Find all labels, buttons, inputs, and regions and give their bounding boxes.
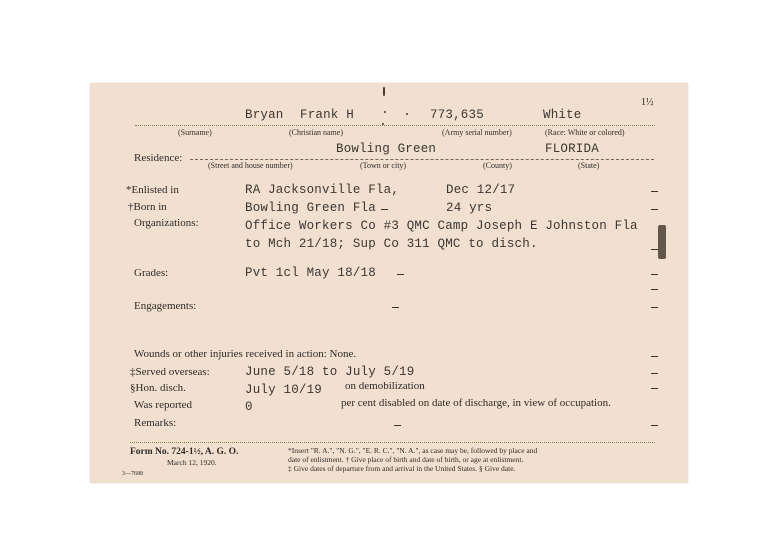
ink-smudge xyxy=(658,225,666,259)
field-end-dash xyxy=(651,274,658,275)
on-demobilization-text: on demobilization xyxy=(345,380,425,392)
born-in-value: Bowling Green Fla xyxy=(245,201,376,215)
percent-disabled-text: per cent disabled on date of discharge, in view of occupation. xyxy=(341,397,611,409)
form-number: Form No. 724-1½, A. G. O. xyxy=(130,447,239,457)
county-caption: (County) xyxy=(483,161,512,170)
hon-disch-label: §Hon. disch. xyxy=(130,382,186,394)
serial-number-value: 773,635 xyxy=(430,108,484,122)
print-code: 3—7688 xyxy=(122,471,143,477)
organizations-line1: Office Workers Co #3 QMC Camp Joseph E Johnston Fla xyxy=(245,219,638,233)
footnote-2: date of enlistment. † Give place of birth and date of birth, or age at enlistment. xyxy=(288,455,524,464)
footnote-3: ‡ Give dates of departure from and arrival in the United States. § Give date. xyxy=(288,464,516,473)
town-caption: (Town or city) xyxy=(360,161,407,170)
surname-value: Bryan xyxy=(245,108,284,122)
field-end-dash xyxy=(651,425,658,426)
field-end-dash xyxy=(651,373,658,374)
grades-value: Pvt 1cl May 18/18 xyxy=(245,266,376,280)
residence-town-value: Bowling Green xyxy=(336,142,437,156)
field-end-dash xyxy=(392,307,399,308)
organizations-label: Organizations: xyxy=(134,217,199,229)
was-reported-value: 0 xyxy=(245,400,253,414)
hon-disch-value: July 10/19 xyxy=(245,383,323,397)
footer-rule xyxy=(130,442,655,443)
residence-line xyxy=(190,159,654,160)
race-value: White xyxy=(543,108,582,122)
corner-mark: 1½ xyxy=(641,97,654,108)
service-record-card xyxy=(90,83,688,483)
residence-state-value: FLORIDA xyxy=(545,142,599,156)
ink-mark xyxy=(384,111,386,113)
name-line xyxy=(135,125,655,126)
ink-mark xyxy=(383,87,385,96)
field-end-dash xyxy=(381,209,388,210)
christian-name-caption: (Christian name) xyxy=(289,128,343,137)
field-end-dash xyxy=(651,209,658,210)
wounds-label: Wounds or other injuries received in action: None. xyxy=(134,348,357,360)
enlisted-date-value: Dec 12/17 xyxy=(446,183,516,197)
form-date: March 12, 1920. xyxy=(167,458,217,467)
surname-caption: (Surname) xyxy=(178,128,212,137)
organizations-line2: to Mch 21/18; Sup Co 311 QMC to disch. xyxy=(245,237,538,251)
served-overseas-label: ‡Served overseas: xyxy=(130,366,210,378)
christian-name-value: Frank H xyxy=(300,108,354,122)
ink-mark xyxy=(406,113,408,115)
residence-label: Residence: xyxy=(134,152,183,164)
engagements-label: Engagements: xyxy=(134,300,197,312)
street-caption: (Street and house number) xyxy=(208,161,293,170)
remarks-label: Remarks: xyxy=(134,417,177,429)
field-end-dash xyxy=(651,191,658,192)
enlisted-in-label: *Enlisted in xyxy=(126,184,179,196)
field-end-dash xyxy=(394,425,401,426)
born-in-label: †Born in xyxy=(128,201,167,213)
footnote-1: *Insert "R. A.", "N. G.", "E. R. C.", "N. A.", as case may be, followed by place and xyxy=(288,446,538,455)
served-overseas-value: June 5/18 to July 5/19 xyxy=(245,365,415,379)
field-end-dash xyxy=(651,249,658,250)
field-end-dash xyxy=(651,307,658,308)
field-end-dash xyxy=(651,356,658,357)
enlisted-in-value: RA Jacksonville Fla, xyxy=(245,183,400,197)
state-caption: (State) xyxy=(578,161,600,170)
field-end-dash xyxy=(651,388,658,389)
field-end-dash xyxy=(397,274,404,275)
was-reported-label: Was reported xyxy=(134,399,193,411)
born-age-value: 24 yrs xyxy=(446,201,493,215)
grades-label: Grades: xyxy=(134,267,169,279)
race-caption: (Race: White or colored) xyxy=(545,128,625,137)
serial-number-caption: (Army serial number) xyxy=(442,128,512,137)
field-end-dash xyxy=(651,289,658,290)
